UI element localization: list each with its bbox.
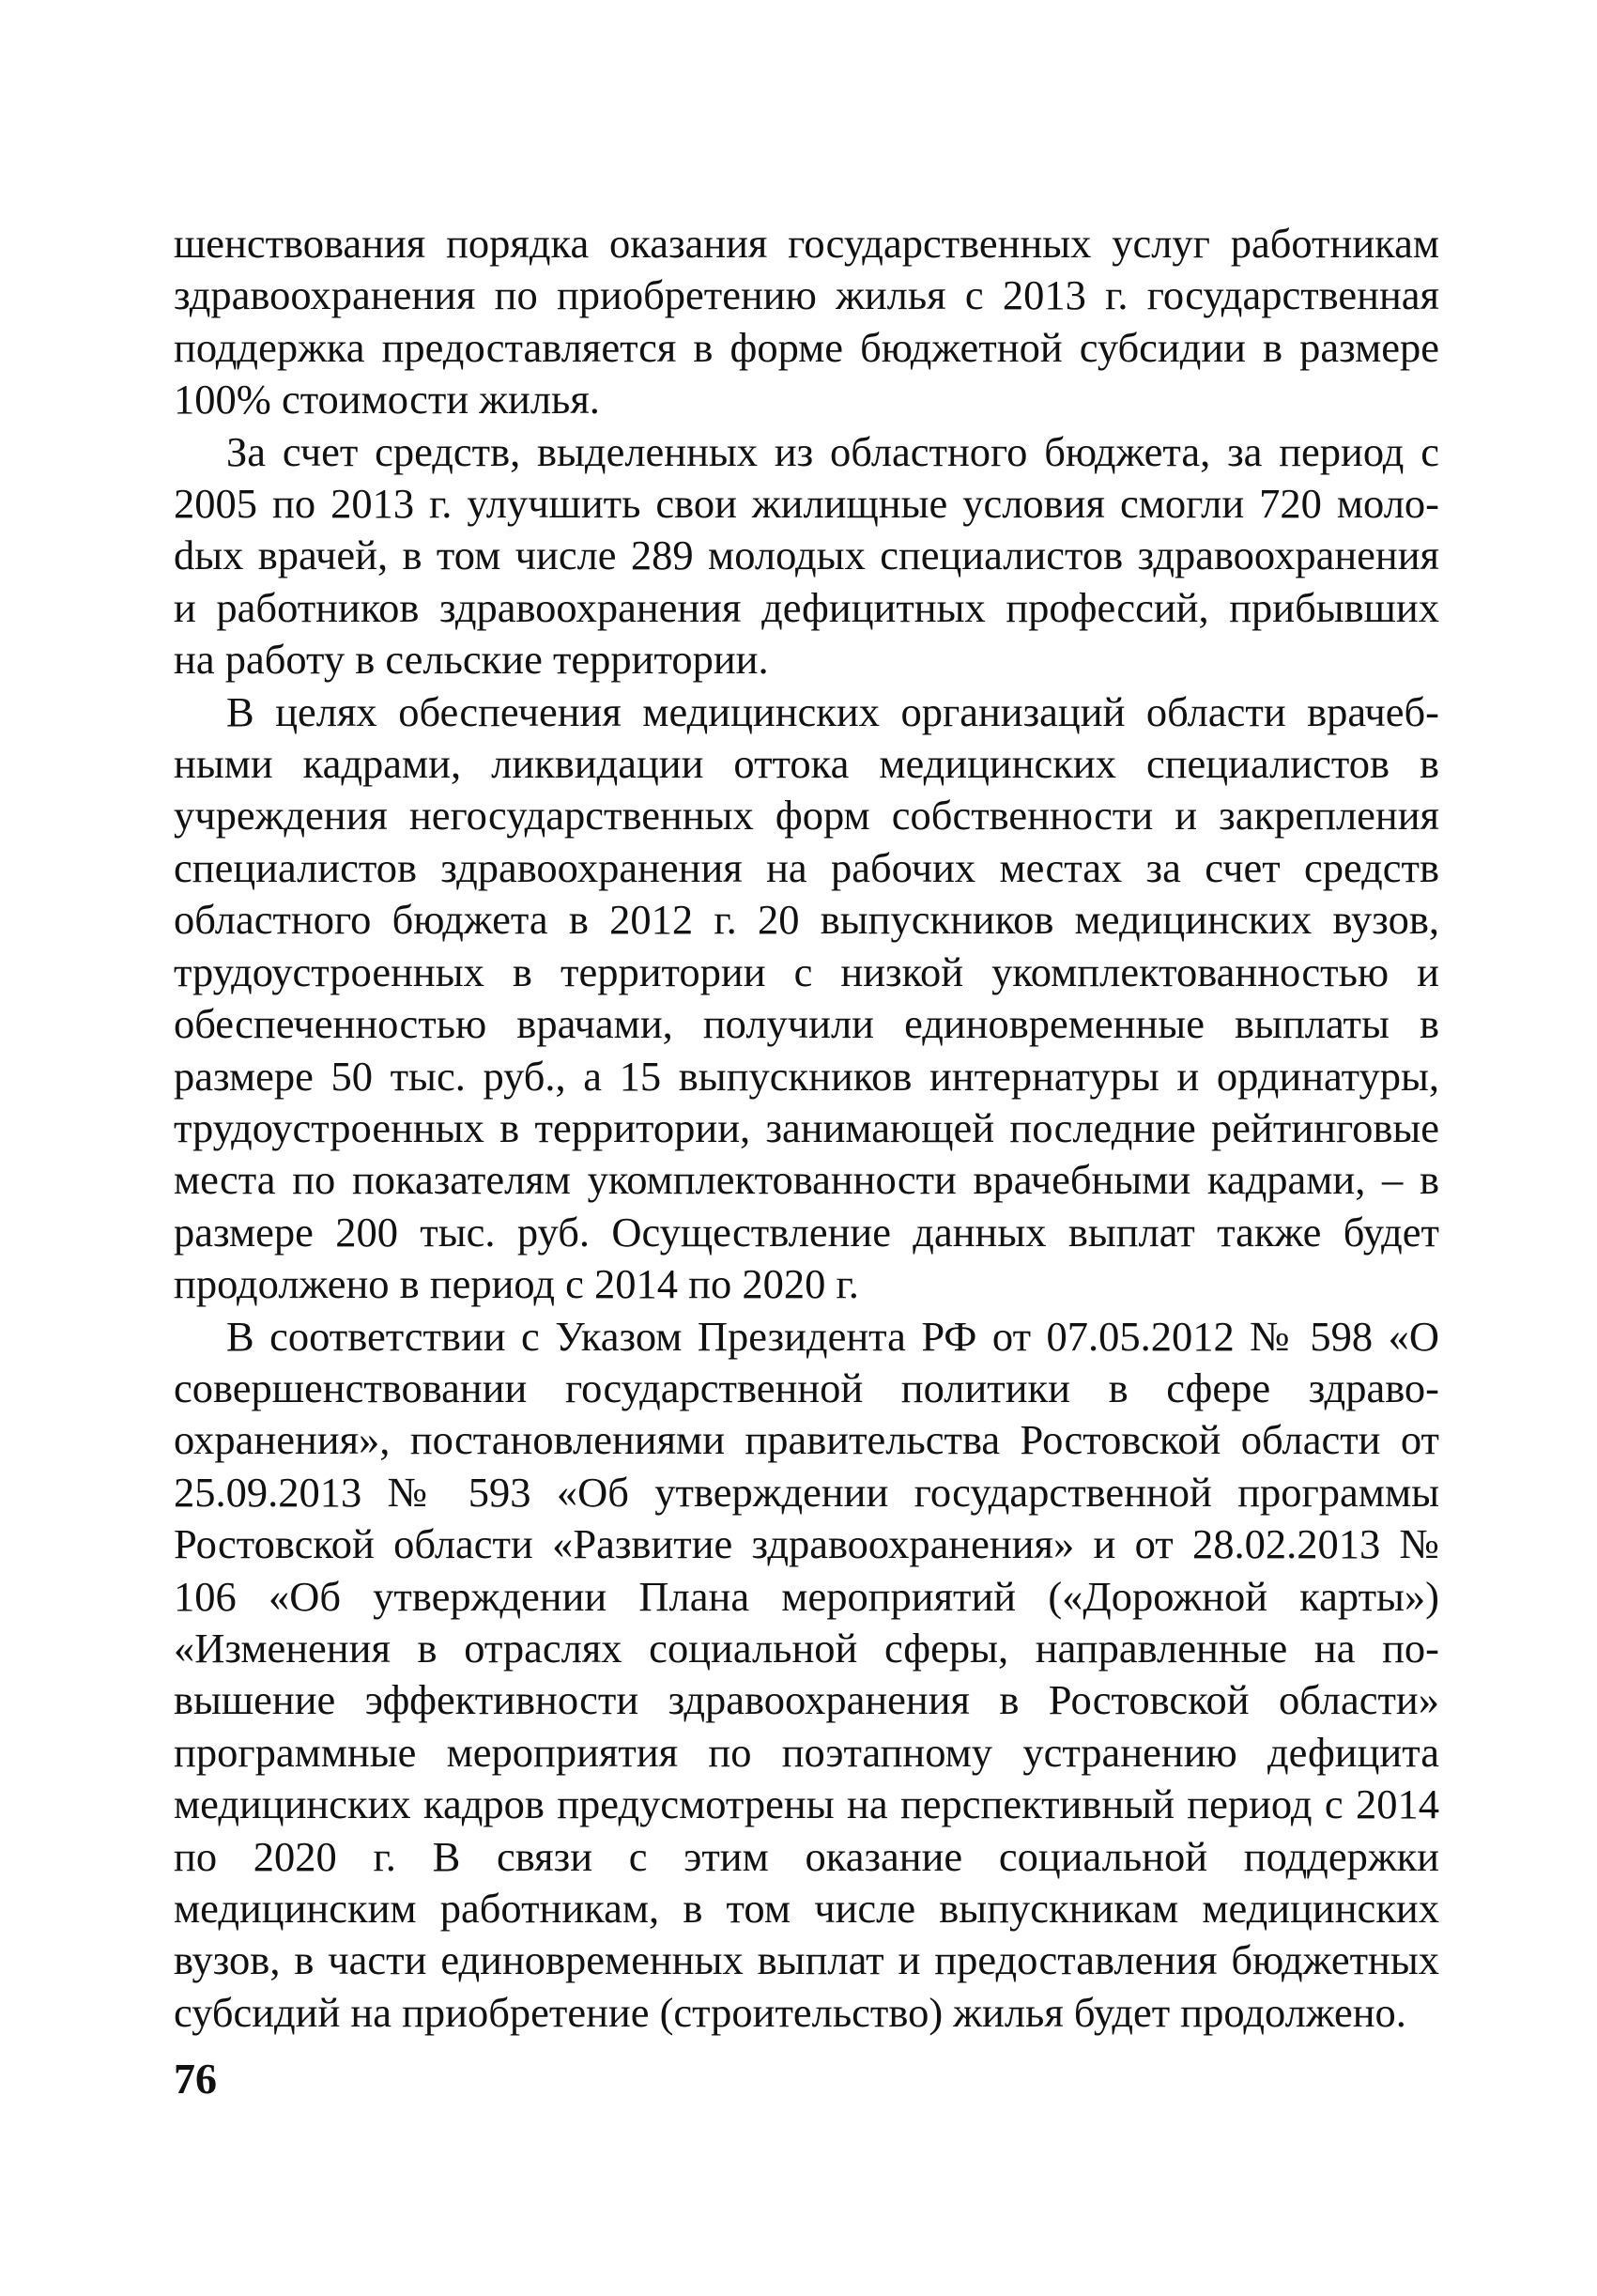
paragraph-4: В соответствии с Указом Президента РФ от 07.05.2012 № 598 «О совершенствовании государственной политики в сфере здравоохранения», постановлениями правительства Ростовской области от 25.09.2013 № 593 «Об утверждении государственной программы Ростовской области «Развитие здравоохранения» и от 28.02.2013 № 106 «Об утверждении Плана мероприятий («Дорожной карты») «Изменения в отраслях социальной сферы, направленные на повышение эффективности здравоохранения в Ростовской области» программные мероприятия по поэтапному устранению дефицита медицинских кадров предусмотрены на перспективный период с 2014 по 2020 г. В связи с этим оказание социальной поддержки медицинским работникам, в том числе выпускникам медицинских вузов, в части единовременных выплат и предоставления бюджетных субсидий на приобретение (строительство) жилья будет продолжено. [174,1312,1439,2036]
page-body [174,218,1439,2039]
paragraph-3: В целях обеспечения медицинских организаций области врачебными кадрами, ликвидации оттока медицинских специалистов в учреждения негосударственных форм собственности и закрепления специалистов здравоохранения на рабочих местах за счет средств областного бюджета в 2012 г. 20 выпускников медицинских вузов, трудоустроенных в территории с низкой укомплектованностью и обеспеченностью врачами, получили единовременные выплаты в размере 50 тыс. руб., а 15 выпускников интернатуры и ординатуры, трудоустроенных в территории, занимающей последние рейтинговые места по показателям укомплектованности врачебными кадрами, – в размере 200 тыс. руб. Осуществление данных выплат также будет продолжено в период с 2014 по 2020 г. [174,687,1439,1308]
page-number: 76 [174,2055,217,2103]
paragraph-1: шенствования порядка оказания государственных услуг работникам здравоохранения по приобретению жилья с 2013 г. государственная поддержка предоставляется в форме бюджетной субсидии в размере 100% стоимости жилья. [174,220,1439,424]
paragraph-2: За счет средств, выделенных из областного бюджета, за период с 2005 по 2013 г. улучшить свои жилищные условия смогли 720 молоdых врачей, в том числе 289 молодых специалистов здравоохранения и работников здравоохранения дефицитных профессий, прибывших на работу в сельские территории. [174,427,1439,684]
